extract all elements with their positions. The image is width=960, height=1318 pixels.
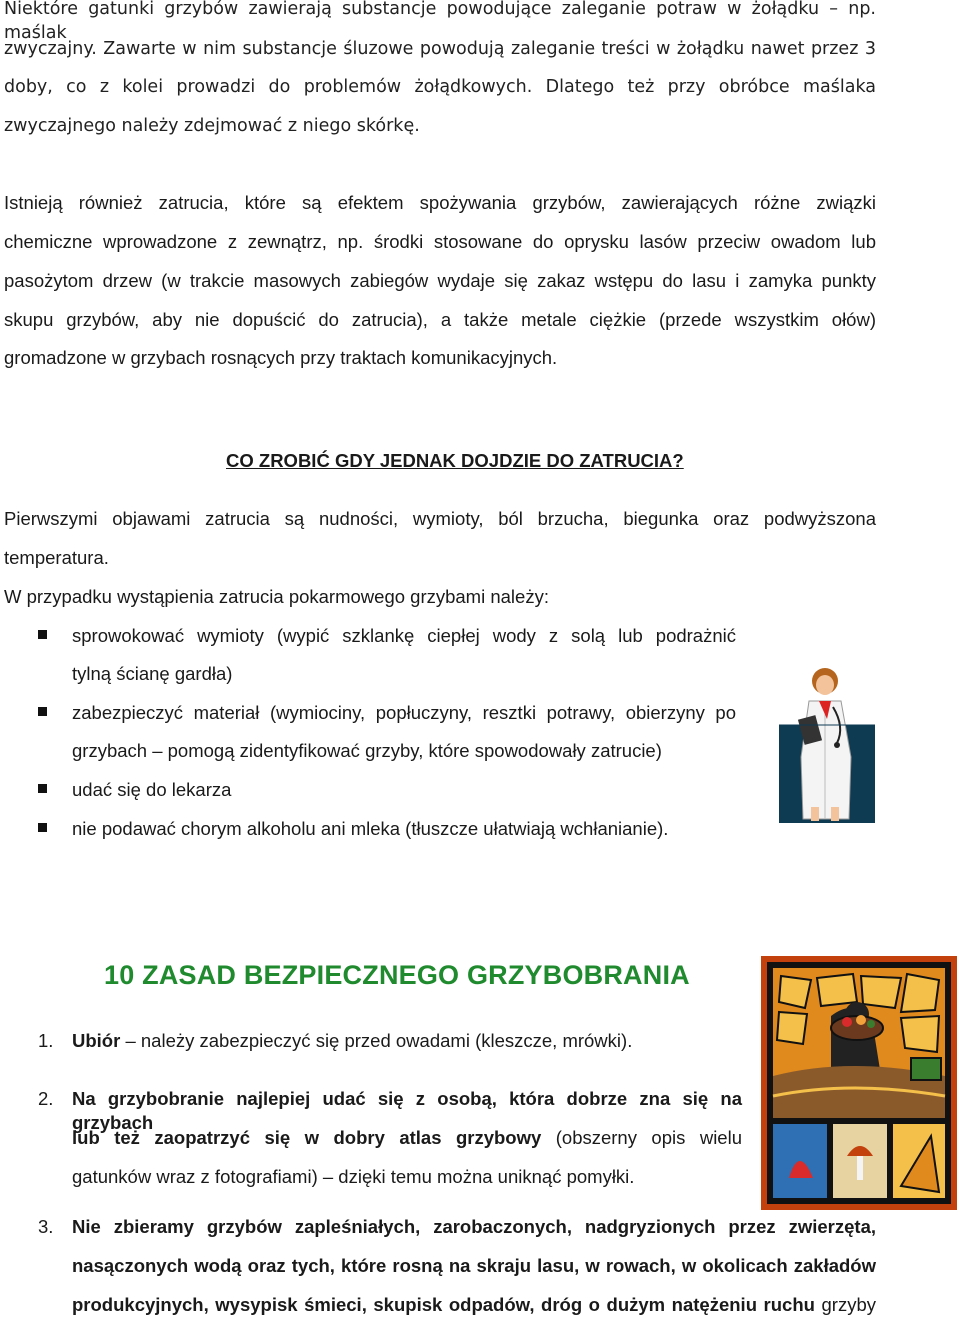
rule-2-line-2-bold: lub też zaopatrzyć się w dobry atlas grzybowy bbox=[72, 1127, 542, 1148]
square-bullet-icon bbox=[38, 630, 47, 639]
chemicals-line-5: gromadzone w grzybach rosnących przy traktach komunikacyjnych. bbox=[4, 347, 558, 368]
symptoms-line-2: temperatura. bbox=[4, 547, 109, 568]
rule-1-bold: Ubiór bbox=[72, 1030, 121, 1051]
rule-3-line-3-bold: produkcyjnych, wysypisk śmieci, skupisk odpadów, dróg o dużym natężeniu ruchu bbox=[72, 1294, 815, 1315]
square-bullet-icon bbox=[38, 823, 47, 832]
rule-3-line-3-text: grzyby bbox=[814, 1294, 876, 1315]
rule-2-line-3: gatunków wraz z fotografiami) – dzięki temu można uniknąć pomyłki. bbox=[72, 1166, 635, 1187]
rule-1-text: – należy zabezpieczyć się przed owadami (kleszcze, mrówki). bbox=[120, 1030, 633, 1051]
doctor-illustration bbox=[779, 667, 875, 823]
chemicals-line-1: Istnieją również zatrucia, które są efektem spożywania grzybów, zawierających różne związki bbox=[4, 192, 876, 213]
rule-1-number: 1. bbox=[38, 1030, 54, 1051]
list-item-2-line-2: grzybach – pomogą zidentyfikować grzyby, które spowodowały zatrucie) bbox=[72, 740, 662, 761]
rule-2-line-2-text: (obszerny opis wielu bbox=[541, 1127, 742, 1148]
square-bullet-icon bbox=[38, 707, 47, 716]
list-item-2-line-1: zabezpieczyć materiał (wymiociny, popłuczyny, resztki potrawy, obierzyny po bbox=[72, 702, 736, 723]
rule-3-line-1: Nie zbieramy grzybów zapleśniałych, zarobaczonych, nadgryzionych przez zwierzęta, bbox=[72, 1216, 876, 1237]
intro-line-3: doby, co z kolei prowadzi do problemów żołądkowych. Dlatego też przy obróbce maślaka bbox=[4, 77, 876, 97]
rule-1 bbox=[72, 1029, 632, 1053]
rule-3-line-3 bbox=[72, 1293, 876, 1317]
first-aid-intro: W przypadku wystąpienia zatrucia pokarmowego grzybami należy: bbox=[4, 586, 549, 607]
rule-2-line-1: Na grzybobranie najlepiej udać się z osobą, która dobrze zna się na grzybach bbox=[72, 1088, 742, 1133]
list-item-4: nie podawać chorym alkoholu ani mleka (tłuszcze ułatwiają wchłanianie). bbox=[72, 818, 669, 839]
chemicals-line-3: pasożytom drzew (w trakcie masowych zabiegów wydaje się zakaz wstępu do lasu i zamyka punkty bbox=[4, 270, 876, 291]
rules-heading: 10 ZASAD BEZPIECZNEGO GRZYBOBRANIA bbox=[104, 960, 690, 990]
chemicals-line-2: chemiczne wprowadzone z zewnątrz, np. środki stosowane do oprysku lasów przeciw owadom lub bbox=[4, 231, 876, 252]
rule-2-number: 2. bbox=[38, 1088, 54, 1109]
list-item-1-line-2: tylną ścianę gardła) bbox=[72, 663, 233, 684]
list-item-1-line-1: sprowokować wymioty (wypić szklankę ciepłej wody z solą lub podrażnić bbox=[72, 625, 736, 646]
mushroom-picking-illustration bbox=[761, 956, 957, 1210]
list-item-3: udać się do lekarza bbox=[72, 779, 232, 800]
poisoning-heading: CO ZROBIĆ GDY JEDNAK DOJDZIE DO ZATRUCIA? bbox=[226, 450, 684, 471]
intro-line-4: zwyczajnego należy zdejmować z niego skórkę. bbox=[4, 116, 420, 136]
rule-2-line-2 bbox=[72, 1126, 742, 1150]
intro-line-2: zwyczajny. Zawarte w nim substancje śluzowe powodują zaleganie treści w żołądku nawet przez 3 bbox=[4, 39, 876, 59]
chemicals-line-4: skupu grzybów, aby nie dopuścić do zatrucia), a także metale ciężkie (przede wszystkim ołów) bbox=[4, 309, 876, 330]
rule-3-number: 3. bbox=[38, 1216, 54, 1237]
intro-line-1: Niektóre gatunki grzybów zawierają substancje powodujące zaleganie potraw w żołądku – np. maślak bbox=[4, 0, 876, 43]
square-bullet-icon bbox=[38, 784, 47, 793]
rule-3-line-2: nasączonych wodą oraz tych, które rosną na skraju lasu, w rowach, w okolicach zakładów bbox=[72, 1255, 876, 1276]
symptoms-line-1: Pierwszymi objawami zatrucia są nudności, wymioty, ból brzucha, biegunka oraz podwyższona bbox=[4, 508, 876, 529]
